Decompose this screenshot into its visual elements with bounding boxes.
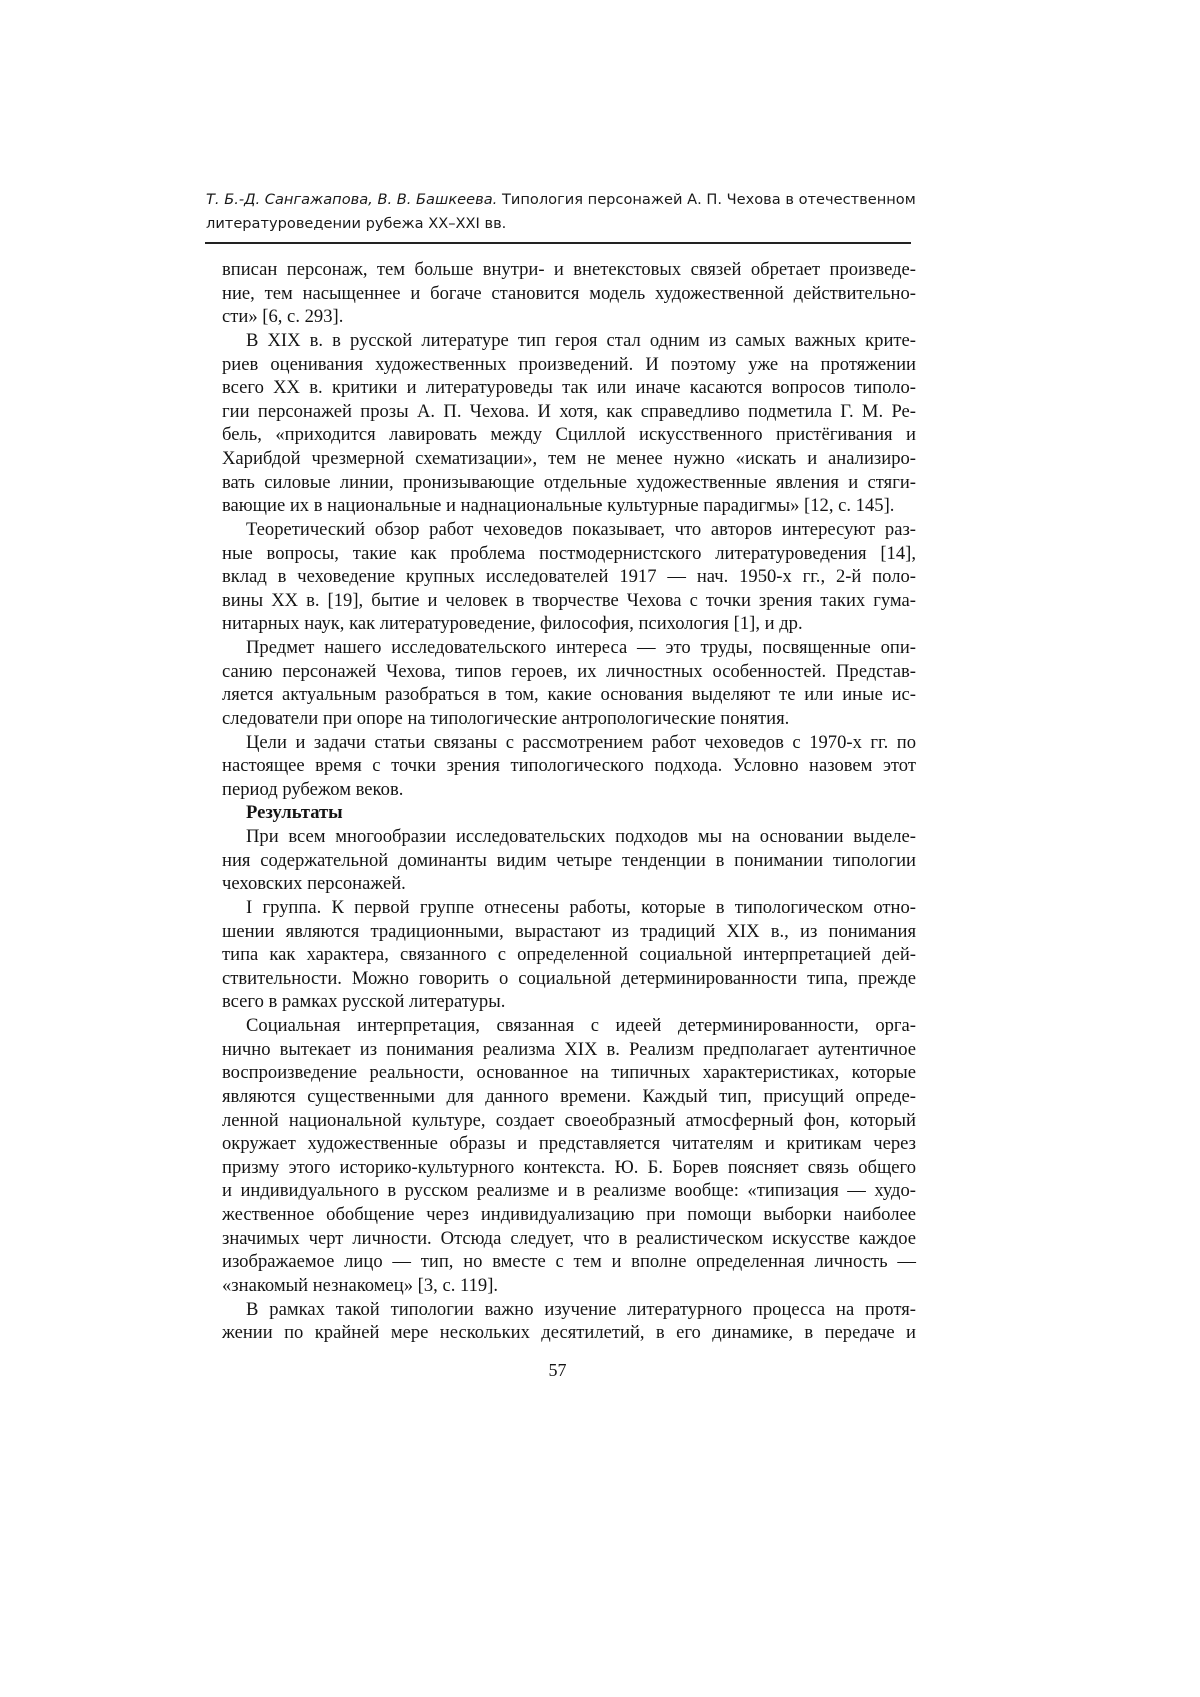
text-line: являются существенными для данного времени. Каждый тип, присущий опреде- (222, 1085, 916, 1109)
text-line: вающие их в национальные и наднациональные культурные парадигмы» [12, с. 145]. (222, 494, 916, 518)
text-line: В рамках такой типологии важно изучение литературного процесса на протя- (222, 1298, 916, 1322)
paragraph (222, 329, 916, 518)
text-line: жении по крайней мере нескольких десятилетий, в его динамике, в передаче и (222, 1321, 916, 1345)
text-line: вины XX в. [19], бытие и человек в творчестве Чехова с точки зрения таких гума- (222, 589, 916, 613)
header-line-1 (206, 188, 916, 212)
text-line: всего XX в. критики и литературоведы так или иначе касаются вопросов типоло- (222, 376, 916, 400)
text-line: Харибдой чрезмерной схематизации», тем не менее нужно «искать и анализиро- (222, 447, 916, 471)
text-line: Теоретический обзор работ чеховедов показывает, что авторов интересуют раз- (222, 518, 916, 542)
text-line: Предмет нашего исследовательского интереса — это труды, посвященные опи- (222, 636, 916, 660)
text-line: Результаты (222, 801, 916, 825)
header-line-2: литературоведении рубежа XX–XXI вв. (206, 212, 916, 236)
paragraph (222, 896, 916, 1014)
text-line: настоящее время с точки зрения типологического подхода. Условно назовем этот (222, 754, 916, 778)
text-line: вклад в чеховедение крупных исследователей 1917 — нач. 1950-х гг., 2-й поло- (222, 565, 916, 589)
paragraph (222, 518, 916, 636)
paragraph (222, 731, 916, 802)
text-line: изображаемое лицо — тип, но вместе с тем и вполне определенная личность — (222, 1250, 916, 1274)
text-line: типа как характера, связанного с определенной социальной интерпретацией дей- (222, 943, 916, 967)
text-line: воспроизведение реальности, основанное на типичных характеристиках, которые (222, 1061, 916, 1085)
text-line: ние, тем насыщеннее и богаче становится модель художественной действительно- (222, 282, 916, 306)
paragraph (222, 825, 916, 896)
text-line: риев оценивания художественных произведений. И поэтому уже на протяжении (222, 353, 916, 377)
text-line: всего в рамках русской литературы. (222, 990, 916, 1014)
text-line: ляется актуальным разобраться в том, какие основания выделяют те или иные ис- (222, 683, 916, 707)
text-line: призму этого историко-культурного контекста. Ю. Б. Борев поясняет связь общего (222, 1156, 916, 1180)
text-line: период рубежом веков. (222, 778, 916, 802)
text-line: значимых черт личности. Отсюда следует, что в реалистическом искусстве каждое (222, 1227, 916, 1251)
header-divider (205, 242, 911, 244)
paragraph (222, 1014, 916, 1298)
header-authors: Т. Б.-Д. Сангажапова, В. В. Башкеева. (206, 191, 497, 208)
text-line: чеховских персонажей. (222, 872, 916, 896)
paragraph (222, 636, 916, 731)
text-line: нично вытекает из понимания реализма XIX в. Реализм предполагает аутентичное (222, 1038, 916, 1062)
text-line: шении являются традиционными, вырастают из традиций XIX в., из понимания (222, 920, 916, 944)
text-line: Социальная интерпретация, связанная с идеей детерминированности, орга- (222, 1014, 916, 1038)
text-line: вать силовые линии, пронизывающие отдельные художественные явления и стяги- (222, 471, 916, 495)
text-line: При всем многообразии исследовательских подходов мы на основании выделе- (222, 825, 916, 849)
text-line: бель, «приходится лавировать между Сциллой искусственного пристёгивания и (222, 423, 916, 447)
paragraph (222, 258, 916, 329)
text-line: ленной национальной культуре, создает своеобразный атмосферный фон, который (222, 1109, 916, 1133)
text-line: сти» [6, с. 293]. (222, 305, 916, 329)
text-line: В XIX в. в русской литературе тип героя стал одним из самых важных крите- (222, 329, 916, 353)
paragraph (222, 1298, 916, 1345)
running-header (206, 188, 916, 236)
text-line: следователи при опоре на типологические антропологические понятия. (222, 707, 916, 731)
text-line: нитарных наук, как литературоведение, философия, психология [1], и др. (222, 612, 916, 636)
text-line: гии персонажей прозы А. П. Чехова. И хотя, как справедливо подметила Г. М. Ре- (222, 400, 916, 424)
page-number: 57 (0, 1360, 1115, 1381)
text-line: «знакомый незнакомец» [3, с. 119]. (222, 1274, 916, 1298)
text-line: ния содержательной доминанты видим четыре тенденции в понимании типологии (222, 849, 916, 873)
header-title: Типология персонажей А. П. Чехова в отечественном (497, 191, 915, 208)
text-line: Цели и задачи статьи связаны с рассмотрением работ чеховедов с 1970-х гг. по (222, 731, 916, 755)
text-line: санию персонажей Чехова, типов героев, их личностных особенностей. Представ- (222, 660, 916, 684)
text-line: ствительности. Можно говорить о социальной детерминированности типа, прежде (222, 967, 916, 991)
text-line: вписан персонаж, тем больше внутри- и внетекстовых связей обретает произведе- (222, 258, 916, 282)
article-body (222, 258, 916, 1345)
text-line: ные вопросы, такие как проблема постмодернистского литературоведения [14], (222, 542, 916, 566)
text-line: и индивидуального в русском реализме и в реализме вообще: «типизация — худо- (222, 1179, 916, 1203)
text-line: окружает художественные образы и представляется читателям и критикам через (222, 1132, 916, 1156)
text-line: жественное обобщение через индивидуализацию при помощи выборки наиболее (222, 1203, 916, 1227)
text-line: I группа. К первой группе отнесены работы, которые в типологическом отно- (222, 896, 916, 920)
section-heading (222, 801, 916, 825)
